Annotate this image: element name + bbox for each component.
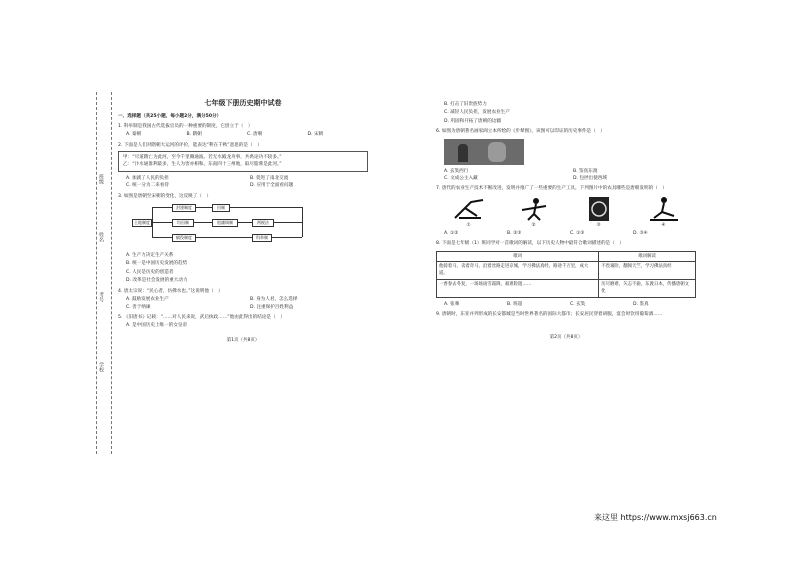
option[interactable]: D. 鉴真: [633, 301, 649, 307]
q1-options: [126, 131, 368, 138]
table-cell: 历尽磨难，矢志不渝，东渡日本，传播唐朝文化: [599, 279, 696, 297]
q2-options: [126, 175, 368, 190]
option[interactable]: A. 张骞: [444, 301, 460, 307]
option[interactable]: D. ③④: [633, 230, 648, 236]
option[interactable]: C. 文成公主入藏: [444, 176, 478, 182]
right-page: [436, 100, 696, 341]
option[interactable]: B. 身为人君，怎么选择: [250, 297, 298, 303]
q4-options: [126, 296, 368, 311]
q2-quote-box: [118, 151, 368, 172]
option[interactable]: D. 巩固和开拓了唐朝的边疆: [444, 118, 501, 124]
tool-seeder-image: [631, 196, 696, 228]
diagram-box: 封建制度: [172, 204, 196, 212]
quote-line: 乙：“汴水通淮利最多，生人为害亦相和。东南四十三州地，取尽脂膏是此河。”: [123, 162, 282, 168]
tool-label: ④: [661, 222, 666, 228]
table-cell: 一香春去冬复，一场场雨雪霜降，艰难险阻……: [437, 279, 599, 297]
option[interactable]: A. 是中国历史上唯一的女皇帝: [126, 323, 188, 329]
page-footer-right: 第2页（共8页）: [549, 335, 583, 341]
table-row: [437, 262, 696, 280]
binding-label-name: 姓名: [98, 232, 104, 242]
diagram-box: 土地制度: [134, 220, 150, 226]
option[interactable]: B. 隋朝: [186, 132, 202, 138]
option[interactable]: C. 减轻人民负担，发展农业生产: [444, 110, 510, 116]
binding-label-id: 考号: [98, 292, 104, 302]
option[interactable]: D. 应用于全面看问题: [250, 183, 294, 189]
option[interactable]: B. 班超: [507, 301, 523, 307]
diagram-box: 赋役制度: [172, 234, 196, 242]
question-6: 6. 如图为唐朝著名画家阎立本所绘的《步辇图》，该图可以印证的历史事件是（ ）: [436, 129, 605, 135]
question-2: 2. 下面是人们对隋朝大运河的评价，能表达“利在千秋”意思的是（ ）: [118, 142, 262, 148]
diagram-box: 租庸调制: [212, 219, 238, 227]
option[interactable]: A. 秦朝: [126, 132, 142, 138]
option[interactable]: A. 生产力决定生产关系: [126, 253, 174, 259]
question-1: 1. 科举制是我国古代选拔官员的一种重要的制度，它创立于（ ）: [118, 123, 253, 129]
question-3: 3. 如图是唐朝至宋朝的变化，这反映了（ ）: [118, 193, 212, 199]
question-8: 8. 下面是七年级（1）班同学对一首歌词的解读，以下历史人物中最符合歌词描述的是（ ）: [436, 241, 624, 247]
table-header: 歌词: [437, 251, 599, 261]
table-row: [437, 279, 696, 297]
diagram-box: 田制: [212, 204, 230, 212]
tool-plow-image: [436, 196, 501, 228]
option[interactable]: C. 唐朝: [247, 132, 263, 138]
option[interactable]: C. 玄奘: [570, 301, 586, 307]
tool-waterwheel-image: [566, 196, 631, 228]
option[interactable]: A. 玄奘西行: [444, 168, 469, 174]
diagram-box: 均田制: [172, 219, 194, 227]
exam-sheet: [96, 92, 696, 452]
question-7: 7. 唐代的农业生产技术不断改进，发明并推广了一些重要的生产工具，下列图片中的农具哪些是唐朝发明的（ ）: [436, 186, 667, 192]
diagram-box: 两税法: [252, 219, 274, 227]
question-9: 9. 唐朝时，东亚并列形成的长安都城是当时世界著名的国际大都市；长安居民穿着胡服，宴会时饮用葡萄酒……: [436, 312, 663, 318]
option[interactable]: B. 鉴真东渡: [573, 168, 598, 174]
option[interactable]: B. 统一是中国历史发展的趋势: [126, 261, 188, 267]
tool-label: ①: [466, 222, 471, 228]
section-heading: 一、选择题（共25小题，每小题2分，满分50分）: [118, 114, 222, 120]
option[interactable]: D. 包拯出使西域: [573, 176, 608, 182]
question-5: 5. 《旧唐书》记载：“……对人民来说，武后执政……”他由此得出的结论是（ ）: [118, 314, 285, 320]
tool-label: ②: [531, 222, 536, 228]
table-cell: 不畏艰险，翻阅天竺，学习佛法真经: [599, 262, 696, 280]
option[interactable]: D. 注重保护百姓利益: [250, 304, 294, 310]
page-footer-left: 第1页（共8页）: [226, 338, 260, 344]
option[interactable]: D. 改革是社会发展的重大动力: [126, 278, 188, 284]
binding-strip: [96, 92, 112, 454]
tool-farmer-image: [501, 196, 566, 228]
option[interactable]: C. 统一分为二来看待: [126, 183, 169, 189]
painting-image: [444, 139, 524, 165]
question-4: 4. 唐太宗说：“民心者，仿佛水也。”这说明他（ ）: [118, 288, 223, 294]
binding-label-class: 班级: [98, 174, 104, 184]
q3-flow-diagram: [132, 202, 368, 248]
option[interactable]: B. 促进了南北交流: [250, 175, 289, 181]
q8-lyrics-table: [436, 251, 696, 298]
quote-line: 甲：“尽道隋亡为此河，至今千里赖通波。若无水殿龙舟事，共禹论功不较多。”: [123, 155, 282, 161]
tool-label: ③: [596, 222, 601, 228]
option[interactable]: B. ②③: [507, 230, 522, 236]
option[interactable]: C. ①③: [570, 230, 585, 236]
q7-tool-images: [436, 196, 696, 228]
option[interactable]: C. 善于纳谏: [126, 304, 151, 310]
table-header: 歌词解读: [599, 251, 696, 261]
exam-title: 七年级下册历史期中试卷: [204, 99, 282, 107]
option[interactable]: C. 人民是历史的创造者: [126, 269, 174, 275]
table-header-row: [437, 251, 696, 261]
option[interactable]: A. 鼓励发展农业生产: [126, 297, 169, 303]
q8-options: [444, 301, 696, 308]
option[interactable]: A. 加剧了人民的负担: [126, 175, 169, 181]
watermark-text: 来这里 https://www.mxsj663.cn: [594, 513, 717, 522]
table-cell: 他骑着马，卖着奇马，沿着丝路走进京城，学习佛法真经，路途千万里，成大道。: [437, 262, 599, 280]
q6-options: [444, 168, 696, 183]
diagram-box: 科举制: [252, 234, 272, 242]
option[interactable]: D. 宋朝: [307, 132, 324, 138]
binding-label-school: 学校: [98, 362, 104, 372]
option[interactable]: A. ①②: [444, 230, 459, 236]
q7-options: [444, 230, 696, 237]
left-page: [118, 92, 368, 344]
option[interactable]: B. 打击了旧贵族势力: [444, 102, 487, 107]
